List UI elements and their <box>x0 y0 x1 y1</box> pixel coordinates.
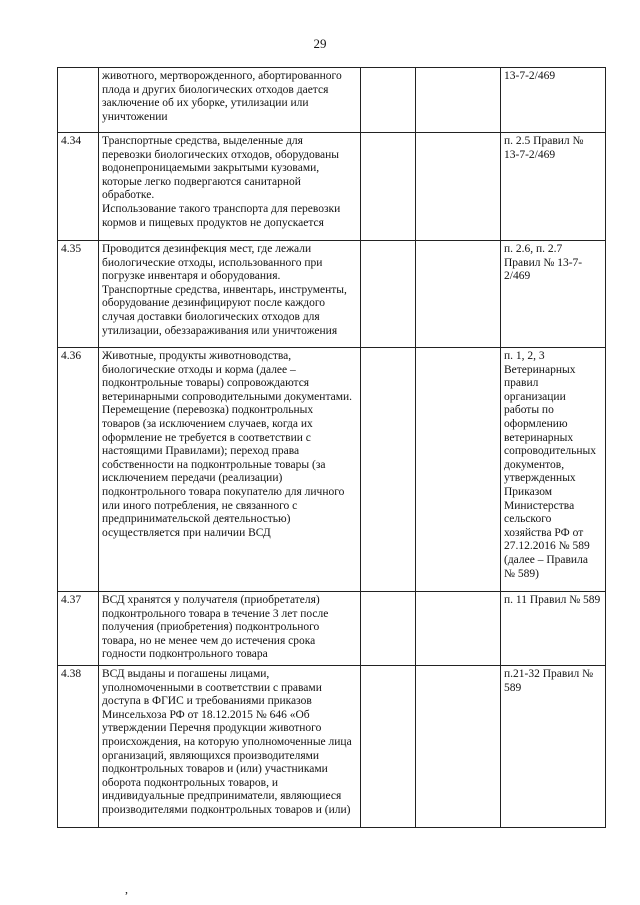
reference-text: п. 1, 2, 3 Ветеринарных правил организации работы по оформлению ветеринарных сопроводительных документов, утвержденных Приказом Министерства сельского хозяйства РФ от 27.12.2016 № 589 (далее – Правила № 589) <box>504 350 597 580</box>
requirement-text: Транспортные средства, выделенные для перевозки биологических отходов, оборудованы водонепроницаемыми закрытыми кузовами, которые легко подвергаются санитарной обработке. Использование такого транспорта для перевозки кормов и пищевых продуктов не допускается <box>102 135 341 229</box>
row-number-cell <box>58 592 99 666</box>
table-row <box>58 666 606 828</box>
empty-cell <box>361 68 416 133</box>
empty-cell <box>361 133 416 241</box>
table-row <box>58 592 606 666</box>
reference-cell <box>501 592 606 666</box>
row-number: 4.38 <box>61 668 82 680</box>
row-number-cell <box>58 68 99 133</box>
empty-cell <box>416 348 501 592</box>
requirement-cell <box>99 241 361 348</box>
reference-cell <box>501 666 606 828</box>
reference-cell <box>501 348 606 592</box>
row-number-cell <box>58 666 99 828</box>
requirement-text: Животные, продукты животноводства, биологические отходы и корма (далее – подконтрольные товары) сопровождаются ветеринарными сопроводительными документами. Перемещение (перевозка) подконтрольных товаров (за исключением случаев, когда их оформление не требуется в соответствии с настоящими Правилами); переход права собственности на подконтрольные товары (за исключением передачи (реализации) подконтрольного товара покупателю для личного или иного потребления, не связанного с предпринимательской деятельностью) осуществляется при наличии ВСД <box>102 350 353 539</box>
reference-text: п.21-32 Правил № 589 <box>504 668 594 694</box>
requirement-cell <box>99 592 361 666</box>
reference-cell <box>501 68 606 133</box>
empty-cell <box>416 68 501 133</box>
empty-cell <box>416 592 501 666</box>
row-number: 4.36 <box>61 350 82 362</box>
requirement-cell <box>99 68 361 133</box>
empty-cell <box>416 133 501 241</box>
row-number-cell <box>58 241 99 348</box>
reference-text: 13-7-2/469 <box>504 70 556 82</box>
empty-cell <box>361 592 416 666</box>
row-number-cell <box>58 133 99 241</box>
reference-text: п. 2.5 Правил № 13-7-2/469 <box>504 135 584 161</box>
reference-text: п. 2.6, п. 2.7 Правил № 13-7- 2/469 <box>504 243 583 283</box>
table-row <box>58 68 606 133</box>
requirement-cell <box>99 348 361 592</box>
requirements-table <box>57 67 606 828</box>
empty-cell <box>361 348 416 592</box>
page-number: 29 <box>313 36 327 51</box>
requirement-text: животного, мертворожденного, абортированного плода и других биологических отходов дается заключение об их уборке, утилизации или уничтожении <box>102 70 342 123</box>
stray-mark: , <box>125 882 128 896</box>
empty-cell <box>361 666 416 828</box>
requirement-cell <box>99 666 361 828</box>
row-number-cell <box>58 348 99 592</box>
requirement-text: ВСД хранятся у получателя (приобретателя) подконтрольного товара в течение 3 лет после получения (приобретения) подконтрольного товара, но не менее чем до истечения срока годности подконтрольного товара <box>102 594 329 661</box>
row-number: 4.35 <box>61 243 82 255</box>
reference-text: п. 11 Правил № 589 <box>504 594 601 606</box>
reference-cell <box>501 133 606 241</box>
empty-cell <box>416 241 501 348</box>
requirement-text: Проводится дезинфекция мест, где лежали биологические отходы, использованного при погрузке инвентаря и оборудования. Транспортные средства, инвентарь, инструменты, оборудование дезинфицируют после каждого случая доставки биологических отходов для утилизации, обеззараживания или уничтожения <box>102 243 347 337</box>
requirement-cell <box>99 133 361 241</box>
reference-cell <box>501 241 606 348</box>
requirement-text: ВСД выданы и погашены лицами, уполномоченными в соответствии с правами доступа в ФГИС и требованиями приказов Минсельхоза РФ от 18.12.2015 № 646 «Об утверждении Перечня продукции животного происхождения, на которую уполномоченные лица организаций, являющихся производителями подконтрольных товаров и (или) участниками оборота подконтрольных товаров, и индивидуальные предприниматели, являющиеся производителями подконтрольных товаров и (или) <box>102 668 352 816</box>
empty-cell <box>361 241 416 348</box>
table-row <box>58 348 606 592</box>
row-number: 4.34 <box>61 135 82 147</box>
row-number: 4.37 <box>61 594 82 606</box>
table-row <box>58 241 606 348</box>
table-row <box>58 133 606 241</box>
empty-cell <box>416 666 501 828</box>
